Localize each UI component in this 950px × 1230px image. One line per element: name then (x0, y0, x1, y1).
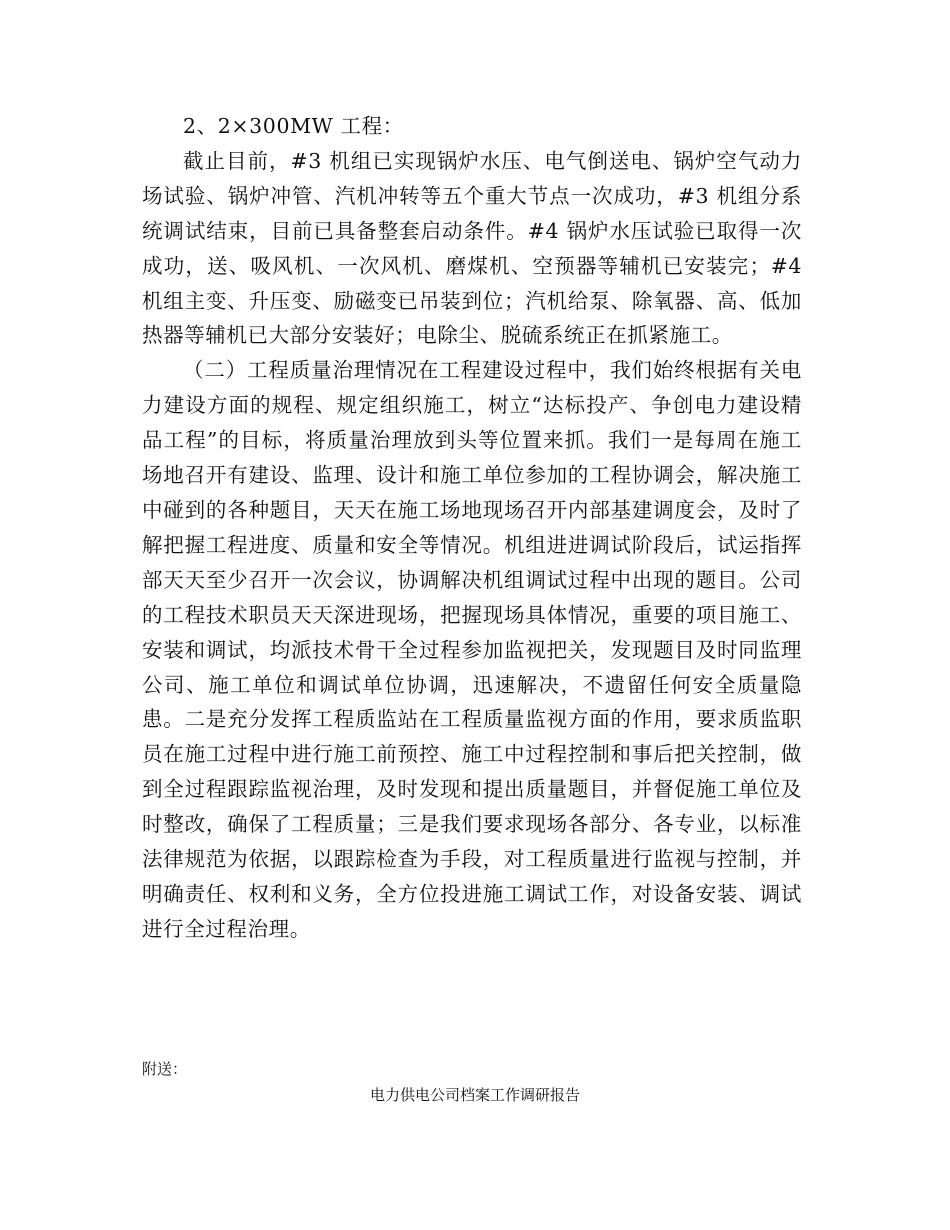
attachment-label: 附送： (142, 1060, 188, 1078)
paragraph-progress: 截止目前，#3 机组已实现锅炉水压、电气倒送电、锅炉空气动力场试验、锅炉冲管、汽机冲转等五个重大节点一次成功，#3 机组分系统调试结束，目前已具备整套启动条件。#4 锅炉水压试验已取得一次成功，送、吸风机、一次风机、磨煤机、空预器等辅机已安装完；#4 机组主变、升压变、励磁变已吊装到位；汽机给泵、除氧器、高、低加热器等辅机已大部分安装好；电除尘、脱硫系统正在抓紧施工。 (142, 148, 802, 348)
attachment-title: 电力供电公司档案工作调研报告 (369, 1086, 580, 1104)
paragraph-quality-management: （二）工程质量治理情况在工程建设过程中，我们始终根据有关电力建设方面的规程、规定组织施工，树立“达标投产、争创电力建设精品工程”的目标，将质量治理放到头等位置来抓。我们一是每周在施工场地召开有建设、监理、设计和施工单位参加的工程协调会，解决施工中碰到的各种题目，天天在施工场地现场召开内部基建调度会，及时了解把握工程进度、质量和安全等情况。机组进进调试阶段后，试运指挥部天天至少召开一次会议，协调解决机组调试过程中出现的题目。公司的工程技术职员天天深进现场，把握现场具体情况，重要的项目施工、安装和调试，均派技术骨干全过程参加监视把关，发现题目及时同监理公司、施工单位和调试单位协调，迅速解决，不遗留任何安全质量隐患。二是充分发挥工程质监站在工程质量监视方面的作用，要求质监职员在施工过程中进行施工前预控、施工中过程控制和事后把关控制，做到全过程跟踪监视治理，及时发现和提出质量题目，并督促施工单位及时整改，确保了工程质量；三是我们要求现场各部分、各专业，以标准法律规范为依据，以跟踪检查为手段，对工程质量进行监视与控制，并明确责任、权利和义务，全方位投进施工调试工作，对设备安装、调试进行全过程治理。 (142, 358, 802, 941)
document-body (142, 109, 802, 947)
section-heading: 2、2×300MW 工程： (183, 114, 404, 138)
